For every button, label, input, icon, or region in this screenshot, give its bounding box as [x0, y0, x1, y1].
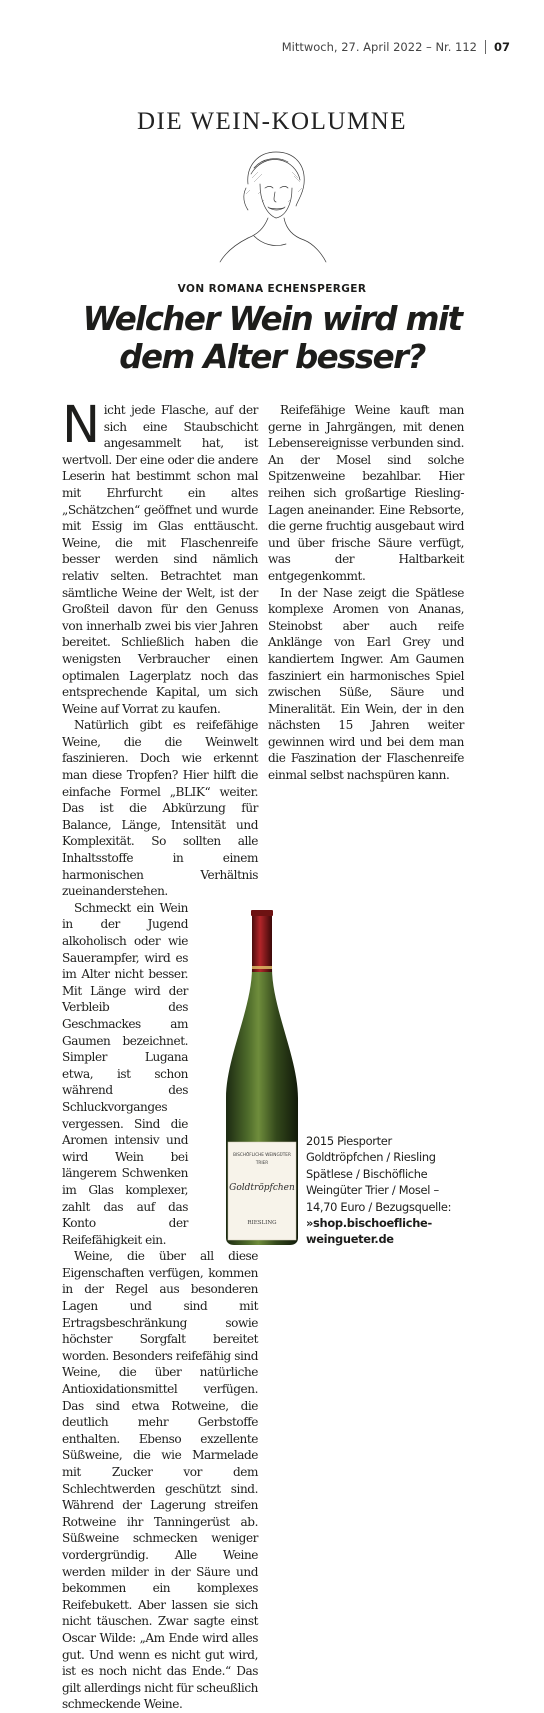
header-divider — [485, 40, 486, 54]
page-header — [282, 40, 510, 54]
article-headline — [40, 300, 504, 376]
column-title: DIE WEIN-KOLUMNE — [136, 108, 407, 135]
wine-caption — [306, 1133, 466, 1248]
headline-line-2: dem Alter besser? — [119, 338, 425, 376]
drop-cap: N — [62, 396, 100, 455]
author-byline: VON ROMANA ECHENSPERGER — [177, 283, 367, 295]
bottle-label-city: TRIER — [255, 1160, 269, 1165]
wine-caption-text: 2015 Piesporter Goldtröpfchen / Riesling Spätlese / Bischöfliche Weingüter Trier / Mosel – 14,70 Euro / Bezugsquelle: — [306, 1134, 452, 1214]
paragraph-6: In der Nase zeigt die Spätlese komplexe Aromen von Ananas, Steinobst aber auch reife Anklänge von Earl Grey und kandiertem Ingwer. Am Gaumen fasziniert ein harmonisches Spiel zwischen Süße, Säure und Mineralität. Ein Wein, der in den nächsten 15 Jahren weiter gewinnen wird und bei dem man die Faszination der Flaschenreife einmal selbst nachspüren kann. — [268, 585, 464, 783]
issue-date: Mittwoch, 27. April 2022 – Nr. 112 — [281, 40, 477, 54]
bottle-label-signature: Goldtröpfchen — [229, 1183, 295, 1193]
bottle-label-variety: RIESLING — [247, 1220, 277, 1226]
paragraph-1 — [62, 396, 258, 717]
article-column-right — [268, 402, 464, 784]
paragraph-2: Natürlich gibt es reifefähige Weine, die die Weinwelt faszinieren. Doch wie erkennt man diese Tropfen? Hier hilft die einfache Formel „BLIK“ weiter. Das ist die Abkürzung für Balance, Länge, Intensität und Komplexität. So sollten alle Inhaltsstoffe in einem harmonischen Verhältnis zueinanderstehen. — [62, 718, 258, 899]
paragraph-4: Weine, die über all diese Eigenschaften verfügen, kommen in der Regel aus besonderen Lagen und sind mit Ertragsbeschränkung sowie höchster Sorgfalt bereitet worden. Besonders reifefähig sind Weine, die über natürliche Antioxidationsmittel verfügen. Das sind etwa Rotweine, die deutlich mehr Gerbstoffe enthalten. Ebenso exzellente Süßweine, die wie Marmelade mit Zucker vor dem Schlechtwerden geschützt sind. Während der Lagerung streifen Rotweine ihr Tanningerüst ab. Süßweine schmecken weniger vordergründig. Alle Weine werden milder in der Säure und bekommen ein komplexes Reifebukett. Aber lassen sie sich nicht täuschen. Zwar sagte einst Oscar Wilde: „Am Ende wird alles gut. Und wenn es nicht gut wird, ist es noch nicht das Ende.“ Das gilt allerdings nicht für scheußlich schmeckende Weine. — [62, 1249, 258, 1712]
paragraph-1-text: icht jede Flasche, auf der sich eine Staubschicht angesammelt hat, ist wertvoll. Der eine oder die andere Leserin hat bestimmt schon mal mit Ehrfurcht ein altes „Schätzchen“ geöffnet und wurde mit Essig im Glas enttäuscht. Weine, die mit Flaschenreife besser werden sind nämlich relativ selten. Betrachtet man sämtliche Weine der Welt, ist der Großteil davon für den Genuss von innerhalb zwei bis vier Jahren bereitet. Schließlich haben die wenigsten Verbraucher einen optimalen Lagerplatz noch das entsprechende Kapital, um sich Weine auf Vorrat zu kaufen. — [62, 403, 258, 716]
page-number: 07 — [493, 40, 510, 54]
wine-bottle-image — [214, 908, 310, 1246]
shop-link[interactable]: »shop.bischoefliche-weingueter.de — [306, 1216, 432, 1247]
paragraph-5: Reifefähige Weine kauft man gerne in Jahrgängen, mit denen Lebensereignisse verbunden sind. An der Mosel sind solche Spitzenweine bezahlbar. Hier reihen sich großartige Riesling-Lagen aneinander. Eine Rebsorte, die gerne fruchtig ausgebaut wird und über frische Säure verfügt, was der Haltbarkeit entgegenkommt. — [268, 403, 464, 583]
headline-line-1: Welcher Wein wird mit — [82, 300, 462, 338]
author-portrait-sketch — [218, 144, 328, 264]
bottle-label-producer: BISCHÖFLICHE WEINGÜTER — [233, 1152, 291, 1157]
paragraph-3: Schmeckt ein Wein in der Jugend alkoholisch oder wie Sauerampfer, wird es im Alter nicht besser. Mit Länge wird der Verbleib des Geschmackes am Gaumen bezeichnet. Simpler Lugana etwa, ist schon während des Schluckvorganges vergessen. Sind die Aromen intensiv und wird Wein bei längerem Schwenken im Glas komplexer, zahlt das auf das Konto der Reifefähigkeit ein. — [62, 900, 188, 1247]
